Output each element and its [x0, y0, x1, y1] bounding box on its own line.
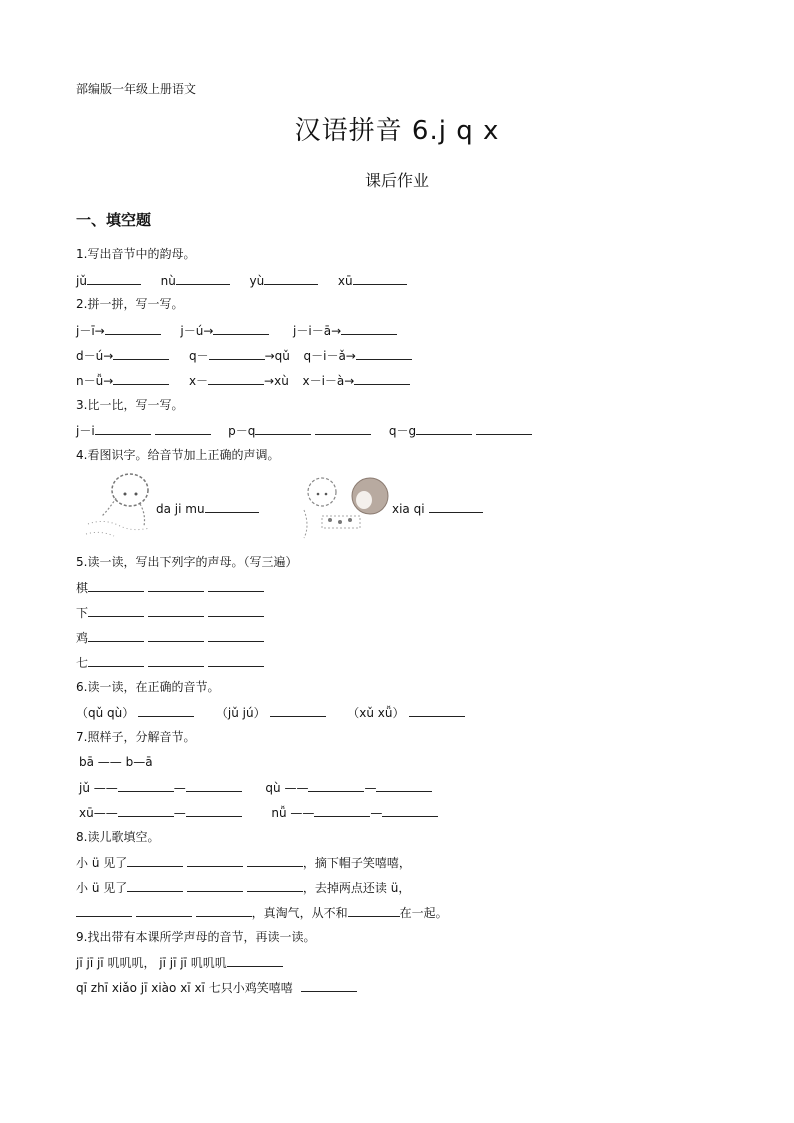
- q3-item: p－q: [228, 424, 256, 438]
- q8-text: 小 ü 见了: [76, 881, 128, 895]
- answer-blank[interactable]: [87, 272, 141, 285]
- q7-dash: —: [364, 781, 377, 795]
- answer-blank[interactable]: [264, 272, 318, 285]
- answer-blank[interactable]: [187, 879, 243, 892]
- q1-item: xū: [337, 274, 353, 288]
- answer-blank[interactable]: [227, 954, 283, 967]
- q5-char: 七: [76, 656, 89, 670]
- q5-row: [76, 629, 264, 646]
- boy-hitting-chicken-illustration: [80, 468, 160, 540]
- q2-item: j－i－ā→: [293, 324, 342, 338]
- answer-blank[interactable]: [356, 347, 412, 360]
- answer-blank[interactable]: [186, 804, 242, 817]
- answer-blank[interactable]: [348, 904, 400, 917]
- q1-item: jǔ: [76, 274, 87, 288]
- q7-item: qù ——: [265, 781, 309, 795]
- q9-text: qī zhī xiǎo jī xiào xī xī 七只小鸡笑嘻嘻: [76, 981, 293, 995]
- answer-blank[interactable]: [247, 879, 303, 892]
- q2-row: [76, 322, 397, 339]
- q7-dash: —: [173, 781, 186, 795]
- answer-blank[interactable]: [186, 779, 242, 792]
- q7-row: [79, 779, 432, 796]
- q2-item: n－ǚ→: [76, 374, 114, 388]
- answer-blank[interactable]: [88, 604, 144, 617]
- q3-prompt: 3.比一比，写一写。: [76, 398, 184, 412]
- q6-item: （xǔ xǚ）: [347, 706, 405, 720]
- answer-blank[interactable]: [208, 372, 264, 385]
- answer-blank[interactable]: [148, 654, 204, 667]
- q4-row: [392, 500, 483, 517]
- q5-char: 棋: [76, 581, 89, 595]
- q1-item: yù: [249, 274, 265, 288]
- q2-item: →qǔ: [264, 349, 290, 363]
- answer-blank[interactable]: [247, 854, 303, 867]
- answer-blank[interactable]: [113, 347, 169, 360]
- q1-row: [76, 272, 407, 289]
- answer-blank[interactable]: [301, 979, 357, 992]
- q9-prompt: 9.找出带有本课所学声母的音节，再读一读。: [76, 930, 316, 944]
- q2-item: x－i－à→: [302, 374, 355, 388]
- q5-char: 鸡: [76, 631, 89, 645]
- q2-item: q－i－ǎ→: [303, 349, 356, 363]
- q9-text: jī jī jī 叽叽叽， jī jī jī 叽叽叽: [76, 956, 227, 970]
- answer-blank[interactable]: [187, 854, 243, 867]
- answer-blank[interactable]: [315, 422, 371, 435]
- q3-item: j－i: [76, 424, 95, 438]
- q3-row: [76, 422, 532, 439]
- answer-blank[interactable]: [416, 422, 472, 435]
- answer-blank[interactable]: [88, 654, 144, 667]
- answer-blank[interactable]: [88, 629, 144, 642]
- q6-prompt: 6.读一读，在正确的音节。: [76, 680, 220, 694]
- q2-item: q－: [188, 349, 209, 363]
- answer-blank[interactable]: [376, 779, 432, 792]
- q9-line: [76, 954, 283, 971]
- header-label: 部编版一年级上册语文: [76, 82, 197, 96]
- answer-blank[interactable]: [429, 500, 483, 513]
- q7-item: jǔ ——: [79, 781, 118, 795]
- q2-row: [76, 347, 412, 364]
- answer-blank[interactable]: [176, 272, 230, 285]
- document-subtitle: 课后作业: [364, 171, 429, 190]
- q8-prompt: 8.读儿歌填空。: [76, 830, 160, 844]
- q8-text: 小 ü 见了: [76, 856, 128, 870]
- q8-text: 在一起。: [399, 906, 448, 920]
- q8-text: ，摘下帽子笑嘻嘻，: [302, 856, 411, 870]
- q4-row: [156, 500, 259, 517]
- q4-item: da ji mu: [156, 502, 205, 516]
- answer-blank[interactable]: [476, 422, 532, 435]
- q7-row: [79, 804, 438, 821]
- answer-blank[interactable]: [95, 422, 151, 435]
- answer-blank[interactable]: [113, 372, 169, 385]
- q4-item: xia qi: [392, 502, 425, 516]
- answer-blank[interactable]: [196, 904, 252, 917]
- q2-item: d－ú→: [76, 349, 114, 363]
- q5-char: 下: [76, 606, 89, 620]
- answer-blank[interactable]: [155, 422, 211, 435]
- answer-blank[interactable]: [148, 604, 204, 617]
- answer-blank[interactable]: [270, 704, 326, 717]
- q2-item: j－ī→: [76, 324, 105, 338]
- answer-blank[interactable]: [255, 422, 311, 435]
- q3-item: q－g: [388, 424, 417, 438]
- answer-blank[interactable]: [314, 804, 370, 817]
- answer-blank[interactable]: [208, 604, 264, 617]
- q8-line: [76, 854, 411, 871]
- q5-row: [76, 579, 264, 596]
- answer-blank[interactable]: [205, 500, 259, 513]
- q5-row: [76, 604, 264, 621]
- answer-blank[interactable]: [136, 904, 192, 917]
- q6-item: （qǔ qù）: [76, 706, 135, 720]
- q5-row: [76, 654, 264, 671]
- answer-blank[interactable]: [208, 579, 264, 592]
- answer-blank[interactable]: [308, 779, 364, 792]
- q2-item: →xù: [264, 374, 289, 388]
- answer-blank[interactable]: [127, 879, 183, 892]
- q6-item: （jǔ jú）: [215, 706, 266, 720]
- answer-blank[interactable]: [148, 629, 204, 642]
- document-title: 汉语拼音 6.j q x: [294, 116, 500, 146]
- q8-text: ，真淘气，从不和: [251, 906, 348, 920]
- answer-blank[interactable]: [76, 904, 132, 917]
- q2-item: x－: [188, 374, 209, 388]
- children-playing-chess-illustration: [300, 470, 392, 542]
- q1-prompt: 1.写出音节中的韵母。: [76, 247, 196, 261]
- q2-prompt: 2.拼一拼，写一写。: [76, 297, 184, 311]
- q7-example: bā —— b—ā: [79, 755, 153, 769]
- q2-item: j－ú→: [180, 324, 214, 338]
- answer-blank[interactable]: [127, 854, 183, 867]
- q8-line: [76, 904, 448, 921]
- answer-blank[interactable]: [118, 779, 174, 792]
- answer-blank[interactable]: [138, 704, 194, 717]
- answer-blank[interactable]: [354, 372, 410, 385]
- q1-item: nù: [160, 274, 176, 288]
- answer-blank[interactable]: [208, 629, 264, 642]
- q9-line: [76, 979, 357, 996]
- answer-blank[interactable]: [118, 804, 174, 817]
- q7-dash: —: [173, 806, 186, 820]
- answer-blank[interactable]: [148, 579, 204, 592]
- q5-prompt: 5.读一读，写出下列字的声母。（写三遍）: [76, 555, 298, 569]
- answer-blank[interactable]: [341, 322, 397, 335]
- answer-blank[interactable]: [88, 579, 144, 592]
- answer-blank[interactable]: [353, 272, 407, 285]
- q7-item: nǚ ——: [271, 806, 315, 820]
- answer-blank[interactable]: [382, 804, 438, 817]
- q8-text: ，去掉两点还读 ü，: [302, 881, 411, 895]
- answer-blank[interactable]: [209, 347, 265, 360]
- answer-blank[interactable]: [105, 322, 161, 335]
- section-heading: 一、填空题: [76, 211, 152, 229]
- answer-blank[interactable]: [213, 322, 269, 335]
- q2-row: [76, 372, 410, 389]
- q7-prompt: 7.照样子，分解音节。: [76, 730, 196, 744]
- q7-dash: —: [370, 806, 383, 820]
- q4-prompt: 4.看图识字。给音节加上正确的声调。: [76, 448, 280, 462]
- q7-item: xū——: [79, 806, 118, 820]
- answer-blank[interactable]: [409, 704, 465, 717]
- q8-line: [76, 879, 410, 896]
- q6-row: [76, 704, 465, 721]
- answer-blank[interactable]: [208, 654, 264, 667]
